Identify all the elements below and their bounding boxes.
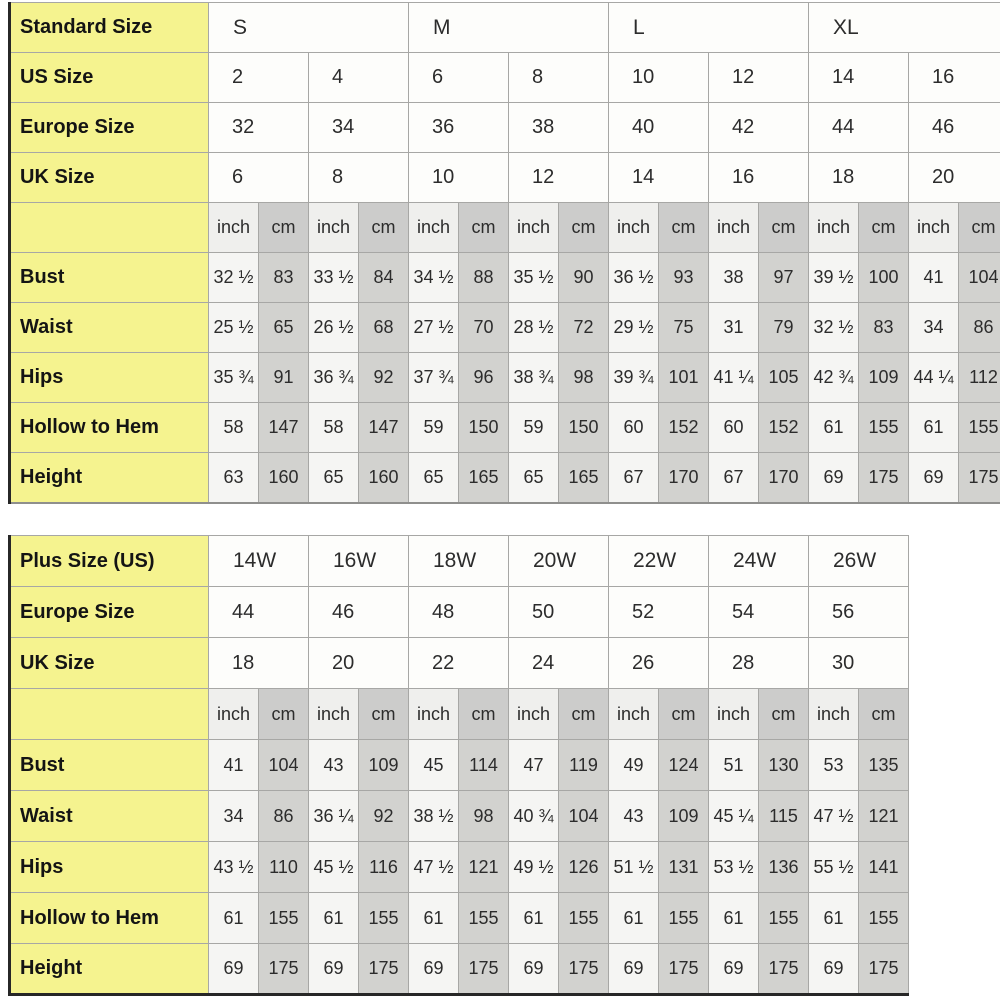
size-conversion-row: [10, 638, 909, 689]
size-value-cell: 56: [809, 587, 909, 638]
measure-inch-cell: 32 ½: [209, 253, 259, 303]
measure-cm-cell: 175: [559, 944, 609, 995]
size-value-cell: 6: [209, 153, 309, 203]
measure-inch-cell: 69: [209, 944, 259, 995]
measure-inch-cell: 38 ½: [409, 791, 459, 842]
size-group-cell: XL: [809, 3, 1000, 53]
measure-cm-cell: 109: [859, 353, 909, 403]
size-value-cell: 12: [509, 153, 609, 203]
unit-cm-cell: cm: [559, 689, 609, 740]
measure-cm-cell: 86: [259, 791, 309, 842]
measure-inch-cell: 69: [609, 944, 659, 995]
unit-inch-cell: inch: [909, 203, 959, 253]
measurement-row: [10, 453, 1000, 503]
size-value-cell: 34: [309, 103, 409, 153]
size-group-cell: 16W: [309, 536, 409, 587]
size-conversion-row: [10, 103, 1000, 153]
measure-inch-cell: 45 ¼: [709, 791, 759, 842]
measure-cm-cell: 155: [859, 893, 909, 944]
measure-cm-cell: 170: [759, 453, 809, 503]
measure-inch-cell: 29 ½: [609, 303, 659, 353]
row-label: Bust: [10, 253, 209, 303]
measure-inch-cell: 43: [309, 740, 359, 791]
unit-cm-cell: cm: [859, 203, 909, 253]
plus-size-table: [8, 535, 909, 996]
measure-cm-cell: 104: [259, 740, 309, 791]
measure-inch-cell: 51 ½: [609, 842, 659, 893]
size-group-cell: 20W: [509, 536, 609, 587]
measure-cm-cell: 70: [459, 303, 509, 353]
size-value-cell: 44: [809, 103, 909, 153]
measure-cm-cell: 175: [259, 944, 309, 995]
row-label: Waist: [10, 791, 209, 842]
measure-cm-cell: 175: [359, 944, 409, 995]
measure-inch-cell: 59: [509, 403, 559, 453]
unit-inch-cell: inch: [609, 203, 659, 253]
measure-cm-cell: 165: [459, 453, 509, 503]
measure-inch-cell: 65: [309, 453, 359, 503]
row-label: Bust: [10, 740, 209, 791]
measure-inch-cell: 41: [209, 740, 259, 791]
measure-inch-cell: 69: [409, 944, 459, 995]
measure-inch-cell: 33 ½: [309, 253, 359, 303]
measure-cm-cell: 86: [959, 303, 1000, 353]
measure-inch-cell: 31: [709, 303, 759, 353]
unit-inch-cell: inch: [809, 203, 859, 253]
measure-inch-cell: 58: [309, 403, 359, 453]
measure-inch-cell: 51: [709, 740, 759, 791]
measure-inch-cell: 36 ¾: [309, 353, 359, 403]
measure-inch-cell: 39 ½: [809, 253, 859, 303]
unit-header-row: [10, 689, 909, 740]
measure-cm-cell: 121: [859, 791, 909, 842]
measure-cm-cell: 88: [459, 253, 509, 303]
size-group-cell: L: [609, 3, 809, 53]
row-label: Height: [10, 453, 209, 503]
measure-inch-cell: 61: [809, 403, 859, 453]
row-label: Hips: [10, 353, 209, 403]
measure-cm-cell: 147: [259, 403, 309, 453]
measure-cm-cell: 170: [659, 453, 709, 503]
unit-cm-cell: cm: [659, 203, 709, 253]
size-value-cell: 32: [209, 103, 309, 153]
measure-cm-cell: 175: [659, 944, 709, 995]
measure-inch-cell: 28 ½: [509, 303, 559, 353]
measure-inch-cell: 67: [609, 453, 659, 503]
unit-cm-cell: cm: [859, 689, 909, 740]
measure-inch-cell: 34: [209, 791, 259, 842]
measure-cm-cell: 152: [759, 403, 809, 453]
measure-inch-cell: 69: [809, 453, 859, 503]
measure-inch-cell: 69: [909, 453, 959, 503]
measure-cm-cell: 75: [659, 303, 709, 353]
measure-inch-cell: 43 ½: [209, 842, 259, 893]
unit-cm-cell: cm: [759, 689, 809, 740]
unit-inch-cell: inch: [509, 689, 559, 740]
measure-cm-cell: 150: [459, 403, 509, 453]
size-value-cell: 6: [409, 53, 509, 103]
measure-cm-cell: 175: [959, 453, 1000, 503]
measure-cm-cell: 83: [259, 253, 309, 303]
size-value-cell: 16: [709, 153, 809, 203]
unit-cm-cell: cm: [359, 689, 409, 740]
measure-cm-cell: 116: [359, 842, 409, 893]
measure-inch-cell: 61: [609, 893, 659, 944]
measure-inch-cell: 63: [209, 453, 259, 503]
size-conversion-row: [10, 587, 909, 638]
measure-inch-cell: 65: [509, 453, 559, 503]
measure-inch-cell: 47 ½: [409, 842, 459, 893]
standard-size-chart: [8, 2, 1000, 506]
size-group-row: [10, 536, 909, 587]
measure-cm-cell: 92: [359, 791, 409, 842]
measurement-row: [10, 791, 909, 842]
measure-inch-cell: 34: [909, 303, 959, 353]
measurement-row: [10, 353, 1000, 403]
row-label: Europe Size: [10, 103, 209, 153]
row-label: Height: [10, 944, 209, 995]
measure-inch-cell: 43: [609, 791, 659, 842]
measure-cm-cell: 119: [559, 740, 609, 791]
measure-cm-cell: 165: [559, 453, 609, 503]
size-value-cell: 10: [409, 153, 509, 203]
size-group-cell: 24W: [709, 536, 809, 587]
size-group-cell: 18W: [409, 536, 509, 587]
measure-inch-cell: 61: [309, 893, 359, 944]
table-corner-label: Plus Size (US): [10, 536, 209, 587]
unit-inch-cell: inch: [309, 203, 359, 253]
measure-cm-cell: 175: [459, 944, 509, 995]
measure-cm-cell: 155: [959, 403, 1000, 453]
measure-cm-cell: 155: [259, 893, 309, 944]
measurement-row: [10, 740, 909, 791]
row-label: US Size: [10, 53, 209, 103]
measurement-row: [10, 944, 909, 995]
measure-cm-cell: 98: [459, 791, 509, 842]
size-group-row: [10, 3, 1000, 53]
measurement-row: [10, 253, 1000, 303]
measure-cm-cell: 84: [359, 253, 409, 303]
measure-cm-cell: 114: [459, 740, 509, 791]
size-group-cell: 14W: [209, 536, 309, 587]
measure-cm-cell: 141: [859, 842, 909, 893]
measure-cm-cell: 155: [459, 893, 509, 944]
measure-inch-cell: 36 ½: [609, 253, 659, 303]
unit-cm-cell: cm: [459, 203, 509, 253]
measurement-row: [10, 842, 909, 893]
unit-cm-cell: cm: [459, 689, 509, 740]
measure-cm-cell: 68: [359, 303, 409, 353]
size-value-cell: 30: [809, 638, 909, 689]
size-value-cell: 14: [609, 153, 709, 203]
unit-cm-cell: cm: [259, 689, 309, 740]
unit-inch-cell: inch: [509, 203, 559, 253]
measure-inch-cell: 35 ¾: [209, 353, 259, 403]
measure-cm-cell: 175: [859, 453, 909, 503]
size-conversion-row: [10, 153, 1000, 203]
unit-inch-cell: inch: [209, 203, 259, 253]
measure-inch-cell: 27 ½: [409, 303, 459, 353]
row-label: Hollow to Hem: [10, 893, 209, 944]
measure-cm-cell: 100: [859, 253, 909, 303]
measure-cm-cell: 160: [359, 453, 409, 503]
size-value-cell: 20: [309, 638, 409, 689]
measure-cm-cell: 104: [559, 791, 609, 842]
measure-cm-cell: 121: [459, 842, 509, 893]
row-label: UK Size: [10, 638, 209, 689]
unit-inch-cell: inch: [609, 689, 659, 740]
measure-inch-cell: 69: [309, 944, 359, 995]
measure-inch-cell: 32 ½: [809, 303, 859, 353]
standard-size-table: [8, 2, 1000, 504]
measure-inch-cell: 49 ½: [509, 842, 559, 893]
size-group-cell: 26W: [809, 536, 909, 587]
size-value-cell: 44: [209, 587, 309, 638]
measure-inch-cell: 36 ¼: [309, 791, 359, 842]
size-value-cell: 2: [209, 53, 309, 103]
measure-inch-cell: 34 ½: [409, 253, 459, 303]
measure-cm-cell: 91: [259, 353, 309, 403]
measure-inch-cell: 61: [809, 893, 859, 944]
size-group-cell: 22W: [609, 536, 709, 587]
table-corner-label: Standard Size: [10, 3, 209, 53]
measure-cm-cell: 98: [559, 353, 609, 403]
measure-cm-cell: 104: [959, 253, 1000, 303]
measure-cm-cell: 65: [259, 303, 309, 353]
measure-inch-cell: 61: [209, 893, 259, 944]
measure-inch-cell: 55 ½: [809, 842, 859, 893]
size-conversion-row: [10, 53, 1000, 103]
measure-cm-cell: 152: [659, 403, 709, 453]
size-value-cell: 50: [509, 587, 609, 638]
measure-inch-cell: 69: [509, 944, 559, 995]
measure-cm-cell: 105: [759, 353, 809, 403]
size-value-cell: 36: [409, 103, 509, 153]
size-value-cell: 24: [509, 638, 609, 689]
measure-cm-cell: 93: [659, 253, 709, 303]
measure-cm-cell: 155: [559, 893, 609, 944]
unit-cm-cell: cm: [759, 203, 809, 253]
row-label: Waist: [10, 303, 209, 353]
measure-cm-cell: 109: [659, 791, 709, 842]
size-value-cell: 18: [209, 638, 309, 689]
measure-inch-cell: 45: [409, 740, 459, 791]
unit-cm-cell: cm: [359, 203, 409, 253]
measure-cm-cell: 109: [359, 740, 409, 791]
measure-cm-cell: 112: [959, 353, 1000, 403]
measure-inch-cell: 61: [909, 403, 959, 453]
size-value-cell: 48: [409, 587, 509, 638]
unit-cm-cell: cm: [259, 203, 309, 253]
measure-cm-cell: 135: [859, 740, 909, 791]
plus-size-chart: [8, 535, 1000, 999]
row-label: Hollow to Hem: [10, 403, 209, 453]
size-value-cell: 54: [709, 587, 809, 638]
size-value-cell: 18: [809, 153, 909, 203]
measure-cm-cell: 110: [259, 842, 309, 893]
size-value-cell: 40: [609, 103, 709, 153]
measure-cm-cell: 101: [659, 353, 709, 403]
measure-cm-cell: 130: [759, 740, 809, 791]
size-value-cell: 4: [309, 53, 409, 103]
size-value-cell: 46: [309, 587, 409, 638]
measure-cm-cell: 83: [859, 303, 909, 353]
unit-inch-cell: inch: [809, 689, 859, 740]
measurement-row: [10, 303, 1000, 353]
size-value-cell: 52: [609, 587, 709, 638]
row-label: UK Size: [10, 153, 209, 203]
unit-cm-cell: cm: [659, 689, 709, 740]
unit-row-corner: [10, 203, 209, 253]
unit-inch-cell: inch: [409, 203, 459, 253]
measure-cm-cell: 150: [559, 403, 609, 453]
size-value-cell: 12: [709, 53, 809, 103]
measure-inch-cell: 49: [609, 740, 659, 791]
size-value-cell: 42: [709, 103, 809, 153]
unit-header-row: [10, 203, 1000, 253]
unit-inch-cell: inch: [709, 689, 759, 740]
measure-cm-cell: 175: [759, 944, 809, 995]
unit-row-corner: [10, 689, 209, 740]
measure-cm-cell: 124: [659, 740, 709, 791]
measure-inch-cell: 35 ½: [509, 253, 559, 303]
unit-inch-cell: inch: [409, 689, 459, 740]
measure-cm-cell: 126: [559, 842, 609, 893]
measure-cm-cell: 115: [759, 791, 809, 842]
row-label: Hips: [10, 842, 209, 893]
measure-inch-cell: 47: [509, 740, 559, 791]
measurement-row: [10, 403, 1000, 453]
size-value-cell: 28: [709, 638, 809, 689]
measure-cm-cell: 147: [359, 403, 409, 453]
unit-inch-cell: inch: [709, 203, 759, 253]
measure-inch-cell: 47 ½: [809, 791, 859, 842]
size-value-cell: 10: [609, 53, 709, 103]
measure-inch-cell: 61: [709, 893, 759, 944]
measure-cm-cell: 175: [859, 944, 909, 995]
measure-cm-cell: 155: [359, 893, 409, 944]
measure-cm-cell: 155: [759, 893, 809, 944]
measure-inch-cell: 59: [409, 403, 459, 453]
measure-inch-cell: 41: [909, 253, 959, 303]
measure-cm-cell: 97: [759, 253, 809, 303]
size-group-cell: S: [209, 3, 409, 53]
measure-inch-cell: 37 ¾: [409, 353, 459, 403]
measure-inch-cell: 38 ¾: [509, 353, 559, 403]
size-value-cell: 22: [409, 638, 509, 689]
size-group-cell: M: [409, 3, 609, 53]
row-label: Europe Size: [10, 587, 209, 638]
size-value-cell: 14: [809, 53, 909, 103]
unit-cm-cell: cm: [959, 203, 1000, 253]
measure-inch-cell: 40 ¾: [509, 791, 559, 842]
measure-inch-cell: 60: [709, 403, 759, 453]
measure-inch-cell: 58: [209, 403, 259, 453]
size-value-cell: 8: [309, 153, 409, 203]
size-value-cell: 26: [609, 638, 709, 689]
measure-cm-cell: 92: [359, 353, 409, 403]
measure-cm-cell: 90: [559, 253, 609, 303]
unit-inch-cell: inch: [209, 689, 259, 740]
unit-cm-cell: cm: [559, 203, 609, 253]
measure-inch-cell: 44 ¼: [909, 353, 959, 403]
measure-inch-cell: 26 ½: [309, 303, 359, 353]
size-value-cell: 46: [909, 103, 1000, 153]
measure-inch-cell: 53 ½: [709, 842, 759, 893]
measure-inch-cell: 45 ½: [309, 842, 359, 893]
measure-inch-cell: 38: [709, 253, 759, 303]
size-value-cell: 8: [509, 53, 609, 103]
measure-inch-cell: 67: [709, 453, 759, 503]
measure-inch-cell: 39 ¾: [609, 353, 659, 403]
size-value-cell: 38: [509, 103, 609, 153]
measure-cm-cell: 136: [759, 842, 809, 893]
measure-cm-cell: 79: [759, 303, 809, 353]
size-value-cell: 16: [909, 53, 1000, 103]
unit-inch-cell: inch: [309, 689, 359, 740]
measure-inch-cell: 41 ¼: [709, 353, 759, 403]
measure-inch-cell: 60: [609, 403, 659, 453]
measure-inch-cell: 65: [409, 453, 459, 503]
measure-cm-cell: 96: [459, 353, 509, 403]
measure-cm-cell: 131: [659, 842, 709, 893]
measure-inch-cell: 25 ½: [209, 303, 259, 353]
measure-inch-cell: 61: [509, 893, 559, 944]
size-value-cell: 20: [909, 153, 1000, 203]
measure-inch-cell: 69: [809, 944, 859, 995]
measure-cm-cell: 72: [559, 303, 609, 353]
measure-inch-cell: 42 ¾: [809, 353, 859, 403]
measure-inch-cell: 61: [409, 893, 459, 944]
measure-inch-cell: 53: [809, 740, 859, 791]
measurement-row: [10, 893, 909, 944]
measure-inch-cell: 69: [709, 944, 759, 995]
measure-cm-cell: 155: [859, 403, 909, 453]
measure-cm-cell: 160: [259, 453, 309, 503]
measure-cm-cell: 155: [659, 893, 709, 944]
